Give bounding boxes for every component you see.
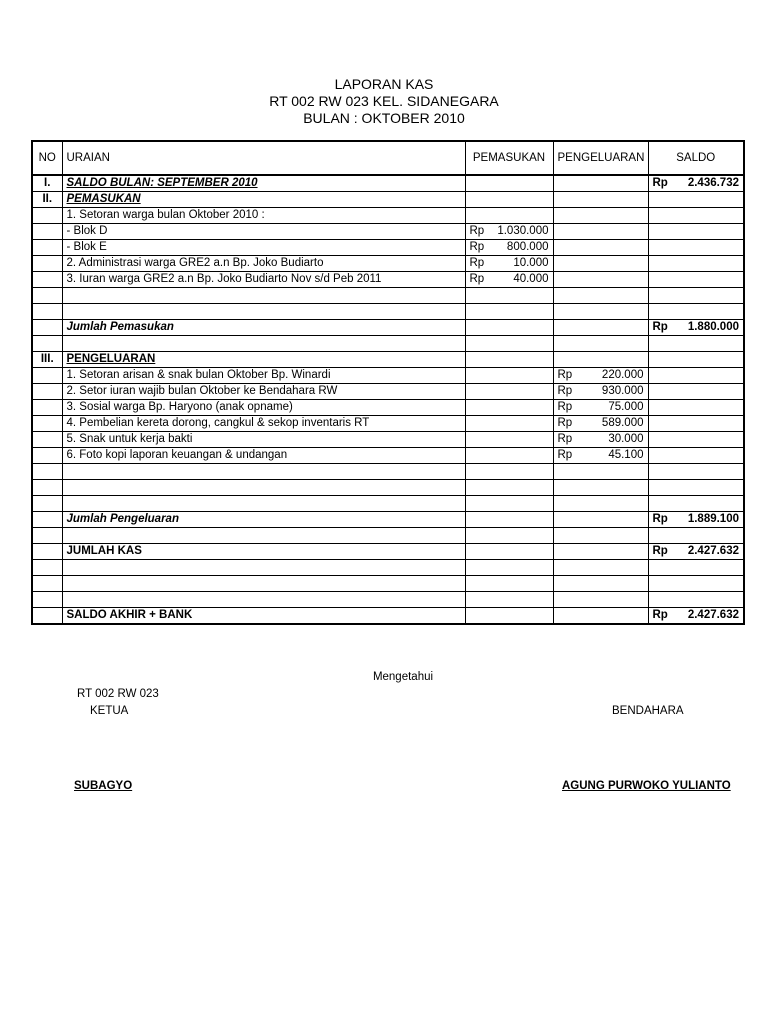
pengeluaran-cell	[553, 175, 648, 192]
row-description	[62, 480, 465, 496]
col-pengeluaran-header: PENGELUARAN	[553, 141, 648, 175]
bendahara-name: AGUNG PURWOKO YULIANTO	[562, 780, 731, 792]
pengeluaran-cell	[553, 544, 648, 560]
description-text: Jumlah Pemasukan	[66, 321, 174, 333]
saldo-cell	[648, 384, 744, 400]
pemasukan-cell	[465, 368, 553, 384]
row-number	[32, 416, 62, 432]
pengeluaran-cell	[553, 336, 648, 352]
col-saldo-header: SALDO	[648, 141, 744, 175]
pengeluaran-cell	[553, 256, 648, 272]
currency-label: Rp	[557, 449, 573, 461]
currency-label: Rp	[557, 369, 573, 381]
saldo-cell	[648, 304, 744, 320]
description-text: 3. Sosial warga Bp. Haryono (anak opname)	[66, 401, 293, 413]
ketua-title: KETUA	[90, 705, 129, 717]
cash-report-table	[31, 140, 745, 625]
saldo-cell	[648, 448, 744, 464]
row-number	[32, 208, 62, 224]
amount-value: 930.000	[601, 385, 644, 397]
table-row	[32, 528, 744, 544]
amount-value: 10.000	[513, 257, 549, 269]
pemasukan-cell	[465, 336, 553, 352]
row-number	[32, 576, 62, 592]
pemasukan-cell	[465, 576, 553, 592]
pengeluaran-cell	[553, 560, 648, 576]
row-number	[32, 528, 62, 544]
col-pemasukan-header: PEMASUKAN	[465, 141, 553, 175]
pemasukan-cell	[465, 560, 553, 576]
saldo-cell	[648, 608, 744, 625]
saldo-cell	[648, 400, 744, 416]
table-row	[32, 432, 744, 448]
row-number	[32, 384, 62, 400]
row-description	[62, 272, 465, 288]
pemasukan-cell	[465, 432, 553, 448]
row-number	[32, 288, 62, 304]
pemasukan-cell	[465, 528, 553, 544]
row-number	[32, 320, 62, 336]
saldo-cell	[648, 432, 744, 448]
description-text: - Blok D	[66, 225, 108, 237]
pengeluaran-cell	[553, 192, 648, 208]
col-no-header: NO	[32, 141, 62, 175]
row-description	[62, 448, 465, 464]
pemasukan-cell	[465, 400, 553, 416]
saldo-cell	[648, 208, 744, 224]
pengeluaran-cell	[553, 512, 648, 528]
saldo-cell	[648, 528, 744, 544]
row-description	[62, 352, 465, 368]
saldo-cell	[648, 576, 744, 592]
row-number	[32, 448, 62, 464]
pemasukan-cell	[465, 448, 553, 464]
description-text: 1. Setoran warga bulan Oktober 2010 :	[66, 209, 265, 221]
table-row	[32, 175, 744, 192]
row-number	[32, 512, 62, 528]
pemasukan-cell	[465, 304, 553, 320]
row-description	[62, 416, 465, 432]
row-description	[62, 496, 465, 512]
amount-value: 1.889.100	[687, 513, 739, 525]
pemasukan-cell	[465, 592, 553, 608]
table-row	[32, 576, 744, 592]
amount-value: 45.100	[608, 449, 644, 461]
row-description	[62, 544, 465, 560]
pengeluaran-cell	[553, 320, 648, 336]
pengeluaran-cell	[553, 432, 648, 448]
saldo-cell	[648, 368, 744, 384]
table-row	[32, 352, 744, 368]
report-subtitle: RT 002 RW 023 KEL. SIDANEGARA	[269, 93, 499, 109]
row-description	[62, 224, 465, 240]
description-text: PEMASUKAN	[66, 193, 141, 205]
table-row	[32, 560, 744, 576]
pemasukan-cell	[465, 320, 553, 336]
description-text: SALDO BULAN: SEPTEMBER 2010	[66, 177, 258, 189]
table-row	[32, 592, 744, 608]
table-row	[32, 512, 744, 528]
row-description	[62, 608, 465, 625]
pemasukan-cell	[465, 544, 553, 560]
saldo-cell	[648, 480, 744, 496]
table-row	[32, 496, 744, 512]
table-row	[32, 368, 744, 384]
table-row	[32, 240, 744, 256]
row-description	[62, 576, 465, 592]
table-row	[32, 336, 744, 352]
pemasukan-cell	[465, 224, 553, 240]
description-text: 3. Iuran warga GRE2 a.n Bp. Joko Budiarto Nov s/d Peb 2011	[66, 273, 382, 285]
saldo-cell	[648, 288, 744, 304]
pemasukan-cell	[465, 464, 553, 480]
row-description	[62, 592, 465, 608]
description-text: PENGELUARAN	[66, 353, 156, 365]
row-description	[62, 256, 465, 272]
row-description	[62, 175, 465, 192]
row-number	[32, 368, 62, 384]
amount-value: 2.427.632	[687, 609, 739, 621]
table-row	[32, 448, 744, 464]
description-text: 5. Snak untuk kerja bakti	[66, 433, 193, 445]
row-number	[32, 592, 62, 608]
pemasukan-cell	[465, 256, 553, 272]
row-number: III.	[32, 352, 62, 368]
saldo-cell	[648, 224, 744, 240]
table-row	[32, 288, 744, 304]
table-row	[32, 544, 744, 560]
pemasukan-cell	[465, 384, 553, 400]
pemasukan-cell	[465, 192, 553, 208]
saldo-cell	[648, 496, 744, 512]
amount-value: 30.000	[608, 433, 644, 445]
currency-label: Rp	[652, 177, 668, 189]
pengeluaran-cell	[553, 368, 648, 384]
table-row	[32, 384, 744, 400]
pengeluaran-cell	[553, 464, 648, 480]
currency-label: Rp	[652, 513, 668, 525]
row-description	[62, 208, 465, 224]
pengeluaran-cell	[553, 448, 648, 464]
row-description	[62, 464, 465, 480]
saldo-cell	[648, 256, 744, 272]
pengeluaran-cell	[553, 288, 648, 304]
row-description	[62, 528, 465, 544]
pengeluaran-cell	[553, 352, 648, 368]
currency-label: Rp	[652, 609, 668, 621]
row-description	[62, 288, 465, 304]
pengeluaran-cell	[553, 496, 648, 512]
org-label: RT 002 RW 023	[77, 688, 159, 700]
table-row	[32, 480, 744, 496]
pengeluaran-cell	[553, 416, 648, 432]
row-number	[32, 464, 62, 480]
row-number	[32, 224, 62, 240]
row-description	[62, 192, 465, 208]
row-number	[32, 496, 62, 512]
currency-label: Rp	[557, 385, 573, 397]
saldo-cell	[648, 464, 744, 480]
description-text: - Blok E	[66, 241, 107, 253]
row-number	[32, 400, 62, 416]
pemasukan-cell	[465, 480, 553, 496]
row-description	[62, 368, 465, 384]
pengeluaran-cell	[553, 608, 648, 625]
table-row	[32, 304, 744, 320]
currency-label: Rp	[557, 401, 573, 413]
row-number	[32, 608, 62, 625]
saldo-cell	[648, 592, 744, 608]
pengeluaran-cell	[553, 272, 648, 288]
description-text: SALDO AKHIR + BANK	[66, 609, 193, 621]
report-period: BULAN : OKTOBER 2010	[303, 110, 465, 126]
row-description	[62, 432, 465, 448]
currency-label: Rp	[557, 417, 573, 429]
bendahara-title: BENDAHARA	[612, 705, 684, 717]
saldo-cell	[648, 272, 744, 288]
row-description	[62, 336, 465, 352]
amount-value: 2.436.732	[687, 177, 739, 189]
pengeluaran-cell	[553, 400, 648, 416]
table-row	[32, 192, 744, 208]
amount-value: 1.880.000	[687, 321, 739, 333]
currency-label: Rp	[469, 225, 485, 237]
table-row	[32, 320, 744, 336]
ketua-name: SUBAGYO	[74, 780, 133, 792]
pemasukan-cell	[465, 240, 553, 256]
amount-value: 2.427.632	[687, 545, 739, 557]
currency-label: Rp	[557, 433, 573, 445]
saldo-cell	[648, 512, 744, 528]
saldo-cell	[648, 175, 744, 192]
pengeluaran-cell	[553, 208, 648, 224]
saldo-cell	[648, 352, 744, 368]
description-text: 4. Pembelian kereta dorong, cangkul & sekop inventaris RT	[66, 417, 370, 429]
pemasukan-cell	[465, 416, 553, 432]
pemasukan-cell	[465, 208, 553, 224]
pengeluaran-cell	[553, 528, 648, 544]
row-description	[62, 560, 465, 576]
pengeluaran-cell	[553, 224, 648, 240]
saldo-cell	[648, 336, 744, 352]
amount-value: 75.000	[608, 401, 644, 413]
row-number	[32, 432, 62, 448]
row-number	[32, 336, 62, 352]
description-text: 2. Administrasi warga GRE2 a.n Bp. Joko Budiarto	[66, 257, 324, 269]
pemasukan-cell	[465, 272, 553, 288]
currency-label: Rp	[652, 321, 668, 333]
table-body	[32, 175, 744, 624]
row-description	[62, 320, 465, 336]
pengeluaran-cell	[553, 576, 648, 592]
table-header-row	[32, 141, 744, 175]
row-number	[32, 480, 62, 496]
pengeluaran-cell	[553, 480, 648, 496]
pengeluaran-cell	[553, 592, 648, 608]
table-row	[32, 464, 744, 480]
currency-label: Rp	[469, 273, 485, 285]
mengetahui-label: Mengetahui	[372, 671, 434, 683]
row-description	[62, 512, 465, 528]
amount-value: 220.000	[601, 369, 644, 381]
description-text: Jumlah Pengeluaran	[66, 513, 179, 525]
table-row	[32, 272, 744, 288]
pemasukan-cell	[465, 288, 553, 304]
pemasukan-cell	[465, 352, 553, 368]
table-row	[32, 416, 744, 432]
saldo-cell	[648, 320, 744, 336]
currency-label: Rp	[469, 257, 485, 269]
currency-label: Rp	[469, 241, 485, 253]
row-description	[62, 384, 465, 400]
table-row	[32, 400, 744, 416]
col-uraian-header: URAIAN	[62, 141, 465, 175]
pengeluaran-cell	[553, 240, 648, 256]
table-row	[32, 256, 744, 272]
table-row	[32, 208, 744, 224]
saldo-cell	[648, 416, 744, 432]
report-title: LAPORAN KAS	[334, 76, 434, 92]
row-number	[32, 560, 62, 576]
saldo-cell	[648, 192, 744, 208]
row-number	[32, 240, 62, 256]
pemasukan-cell	[465, 512, 553, 528]
row-number	[32, 272, 62, 288]
saldo-cell	[648, 560, 744, 576]
row-description	[62, 400, 465, 416]
saldo-cell	[648, 544, 744, 560]
row-number	[32, 304, 62, 320]
pemasukan-cell	[465, 175, 553, 192]
pengeluaran-cell	[553, 304, 648, 320]
description-text: 1. Setoran arisan & snak bulan Oktober Bp. Winardi	[66, 369, 331, 381]
row-description	[62, 304, 465, 320]
table-row	[32, 224, 744, 240]
pemasukan-cell	[465, 608, 553, 625]
description-text: 6. Foto kopi laporan keuangan & undangan	[66, 449, 288, 461]
currency-label: Rp	[652, 545, 668, 557]
pengeluaran-cell	[553, 384, 648, 400]
row-number: I.	[32, 175, 62, 192]
row-description	[62, 240, 465, 256]
row-number: II.	[32, 192, 62, 208]
amount-value: 589.000	[601, 417, 644, 429]
amount-value: 40.000	[513, 273, 549, 285]
amount-value: 1.030.000	[497, 225, 549, 237]
row-number	[32, 544, 62, 560]
row-number	[32, 256, 62, 272]
amount-value: 800.000	[506, 241, 549, 253]
description-text: 2. Setor iuran wajib bulan Oktober ke Bendahara RW	[66, 385, 338, 397]
pemasukan-cell	[465, 496, 553, 512]
description-text: JUMLAH KAS	[66, 545, 142, 557]
table-row	[32, 608, 744, 625]
saldo-cell	[648, 240, 744, 256]
